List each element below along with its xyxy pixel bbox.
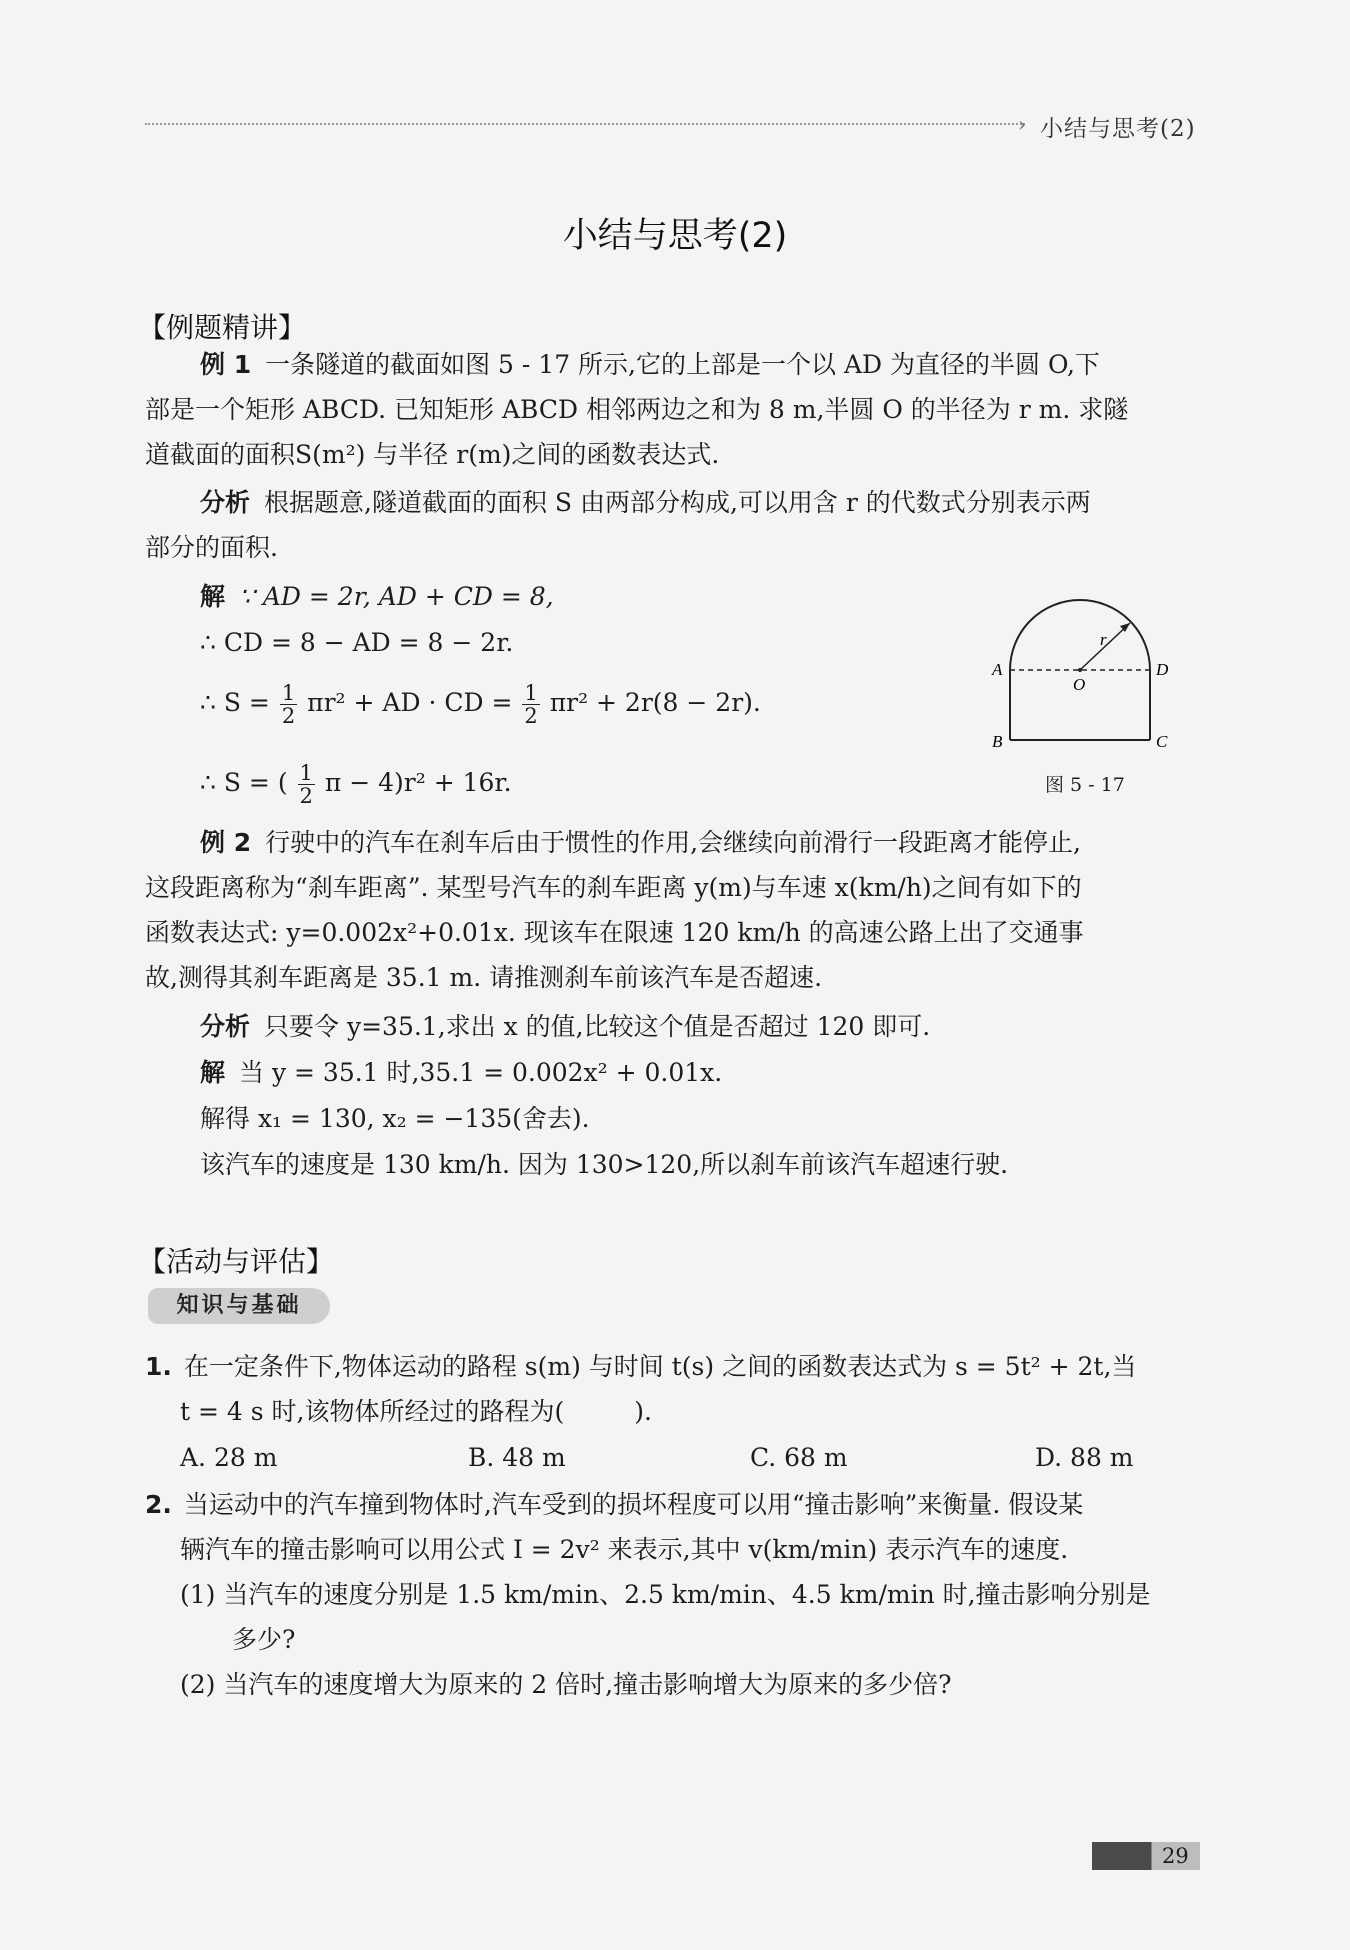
- figure-caption: 图 5 - 17: [1045, 774, 1125, 796]
- section-activities: 【活动与评估】: [138, 1245, 335, 1278]
- figure-label-D: D: [1156, 660, 1169, 679]
- figure-label-r: r: [1100, 630, 1107, 649]
- q1-line2: t = 4 s 时,该物体所经过的路程为( ).: [180, 1397, 652, 1426]
- section-examples: 【例题精讲】: [138, 311, 307, 344]
- figure-label-B: B: [992, 732, 1003, 751]
- fraction-half: $\frac{1}{2}$: [524, 681, 538, 728]
- example2-line4: 故,测得其刹车距离是 35.1 m. 请推测刹车前该汽车是否超速.: [145, 963, 823, 992]
- page-number: 29: [1162, 1844, 1189, 1868]
- choice-a: A. 28 m: [180, 1443, 278, 1472]
- choice-d: D. 88 m: [1035, 1443, 1134, 1472]
- figure-label-A: A: [992, 660, 1003, 679]
- arrow-icon: ›: [1018, 112, 1026, 136]
- example2-sol3: 该汽车的速度是 130 km/h. 因为 130>120,所以刹车前该汽车超速行驶.: [200, 1150, 1009, 1179]
- example1-sol1: 解 ∵ AD = 2r, AD + CD = 8,: [200, 582, 554, 611]
- q2-sub1b: 多少?: [232, 1625, 296, 1654]
- q1-line1: 1. 在一定条件下,物体运动的路程 s(m) 与时间 t(s) 之间的函数表达式为 s = 5t² + 2t,当: [145, 1352, 1137, 1381]
- choice-b: B. 48 m: [468, 1443, 566, 1472]
- fraction-half: $\frac{1}{2}$: [299, 761, 313, 808]
- example2-line2: 这段距离称为“刹车距离”. 某型号汽车的刹车距离 y(m)与车速 x(km/h)之间有如下的: [145, 873, 1082, 902]
- example2-analysis: 分析 只要令 y=35.1,求出 x 的值,比较这个值是否超过 120 即可.: [200, 1012, 931, 1041]
- example2-sol1: 解 当 y = 35.1 时,35.1 = 0.002x² + 0.01x.: [200, 1058, 723, 1087]
- example1-sol2: ∴ CD = 8 − AD = 8 − 2r.: [200, 628, 514, 657]
- example2-sol2: 解得 x₁ = 130, x₂ = −135(舍去).: [200, 1104, 590, 1133]
- example2-line3: 函数表达式: y=0.002x²+0.01x. 现该车在限速 120 km/h 的高速公路上出了交通事: [145, 918, 1084, 947]
- q2-sub1a: (1) 当汽车的速度分别是 1.5 km/min、2.5 km/min、4.5 km/min 时,撞击影响分别是: [180, 1580, 1151, 1609]
- example1-line2: 部是一个矩形 ABCD. 已知矩形 ABCD 相邻两边之和为 8 m,半圆 O 的半径为 r m. 求隧: [145, 395, 1129, 424]
- figure-label-C: C: [1156, 732, 1168, 751]
- tunnel-figure: [975, 590, 1185, 760]
- figure-label-O: O: [1073, 675, 1086, 694]
- running-header: 小结与思考(2): [1040, 116, 1196, 142]
- q2-line1: 2. 当运动中的汽车撞到物体时,汽车受到的损坏程度可以用“撞击影响”来衡量. 假设某: [145, 1490, 1084, 1519]
- page-title: 小结与思考(2): [562, 216, 788, 256]
- header-rule: [145, 123, 1025, 125]
- q2-line2: 辆汽车的撞击影响可以用公式 I = 2v² 来表示,其中 v(km/min) 表示汽车的速度.: [180, 1535, 1069, 1564]
- example1-analysis2: 部分的面积.: [145, 533, 278, 562]
- example1-analysis1: 分析 根据题意,隧道截面的面积 S 由两部分构成,可以用含 r 的代数式分别表示两: [200, 488, 1091, 517]
- example2-line1: 例 2 行驶中的汽车在刹车后由于惯性的作用,会继续向前滑行一段距离才能停止,: [200, 828, 1082, 857]
- example1-sol4: ∴ S = ( $\frac{1}{2}$ π − 4)r² + 16r.: [200, 761, 512, 808]
- example1-line3: 道截面的面积S(m²) 与半径 r(m)之间的函数表达式.: [145, 440, 720, 469]
- knowledge-badge: 知识与基础: [148, 1288, 330, 1324]
- choice-c: C. 68 m: [750, 1443, 848, 1472]
- q2-sub2: (2) 当汽车的速度增大为原来的 2 倍时,撞击影响增大为原来的多少倍?: [180, 1670, 952, 1699]
- example1-line1: 例 1 一条隧道的截面如图 5 - 17 所示,它的上部是一个以 AD 为直径的半圆 O,下: [200, 350, 1100, 379]
- fraction-half: $\frac{1}{2}$: [281, 681, 296, 728]
- example1-sol3: ∴ S = $\frac{1}{2}$ πr² + AD · CD = $\frac{1}{2}$ πr² + 2r(8 − 2r).: [200, 681, 761, 728]
